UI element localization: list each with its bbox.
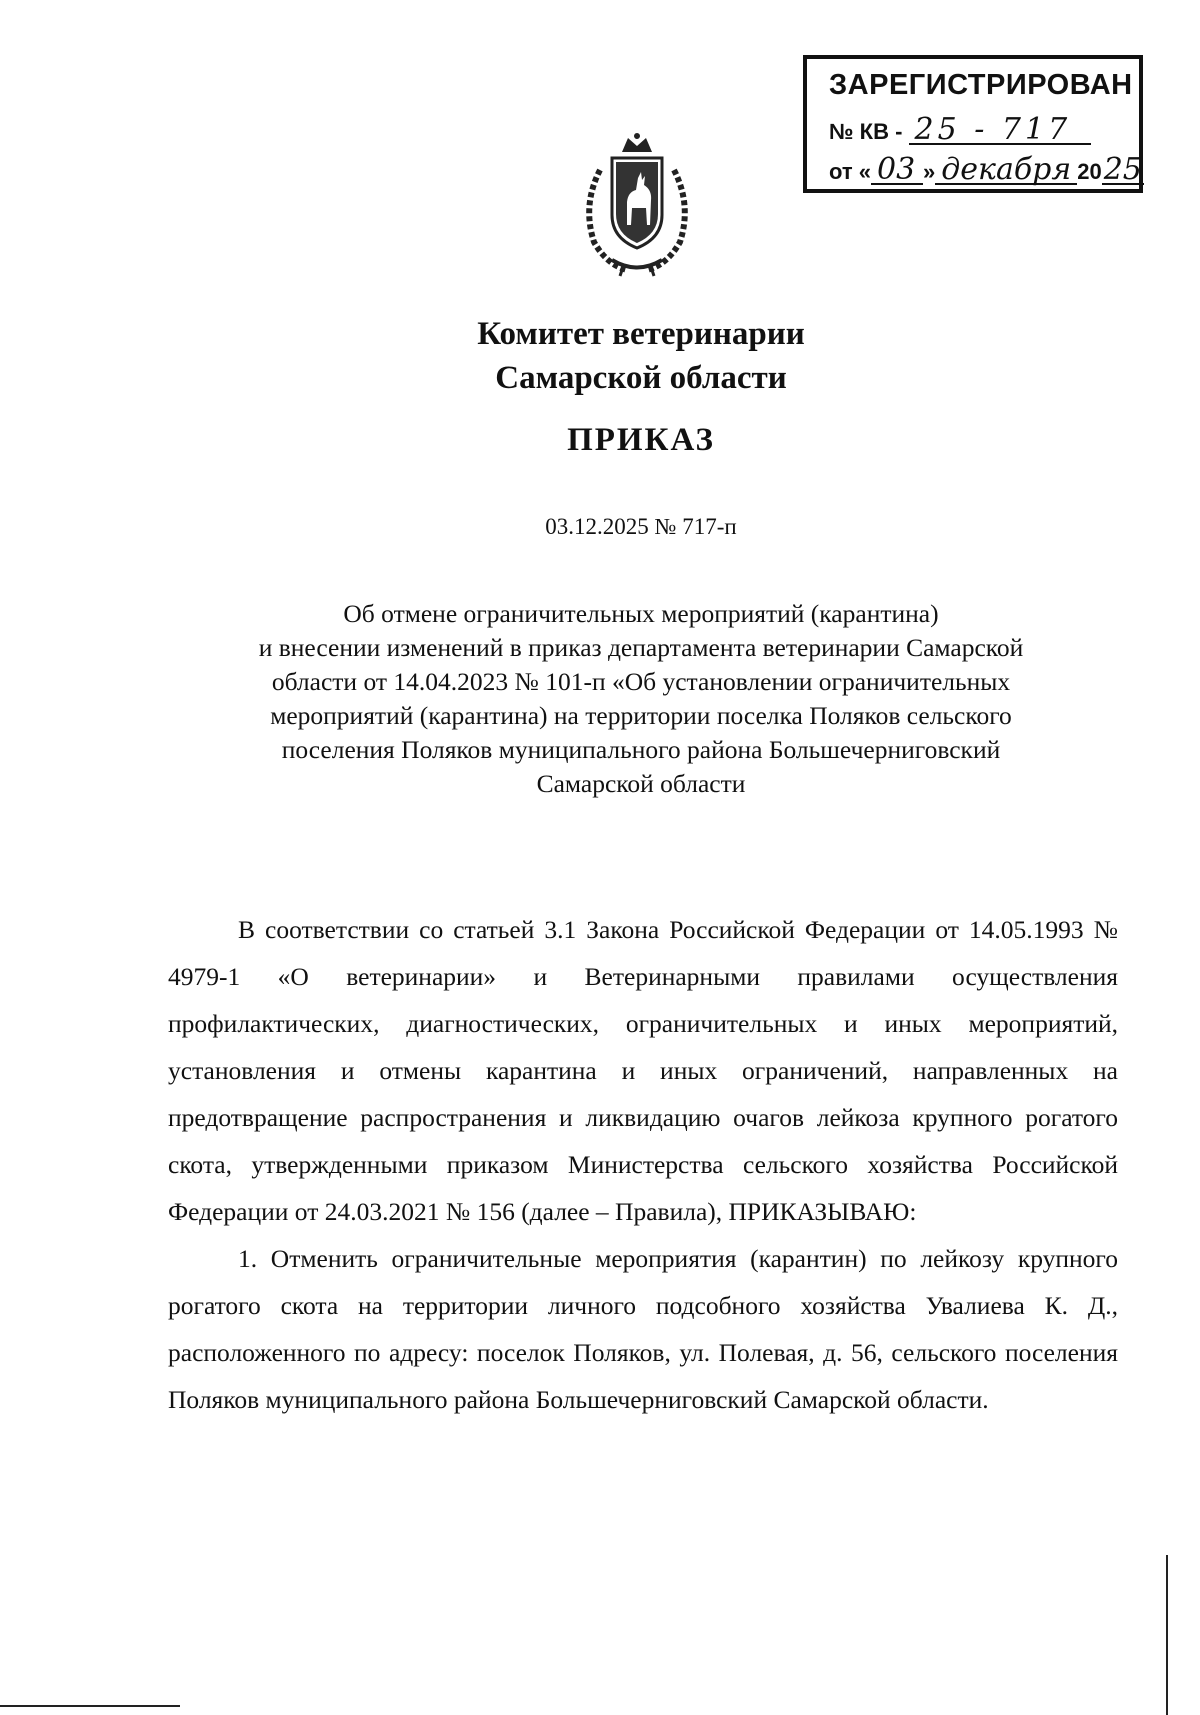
- emblem-svg: [572, 130, 702, 280]
- stamp-date-line: [829, 152, 1144, 187]
- stamp-title: ЗАРЕГИСТРИРОВАН: [829, 69, 1133, 101]
- scan-edge-line: [1166, 1555, 1168, 1715]
- document-body: [168, 906, 1118, 1423]
- document-title-line: мероприятий (карантина) на территории поселка Поляков сельского: [270, 701, 1012, 730]
- stamp-number-handwritten: 25 - 717: [909, 117, 1091, 145]
- stamp-month-handwritten: декабря: [935, 157, 1077, 185]
- preamble-paragraph: В соответствии со статьей 3.1 Закона Российской Федерации от 14.05.1993 № 4979-1 «О ветеринарии» и Ветеринарными правилами осуществления профилактических, диагностических, ограничительных и иных мероприятий, установления и отмены карантина и иных ограничений, направленных на предотвращение распространения и ликвидацию очагов лейкоза крупного рогатого скота, утвержденными приказом Министерства сельского хозяйства Российской Федерации от 24.03.2021 № 156 (далее – Правила), ПРИКАЗЫВАЮ:: [168, 915, 1118, 1226]
- document-title-line: Самарской области: [536, 769, 746, 798]
- document-title-line: и внесении изменений в приказ департамента ветеринарии Самарской: [258, 633, 1024, 662]
- order-item-1: 1. Отменить ограничительные мероприятия (карантин) по лейкозу крупного рогатого скота на территории личного подсобного хозяйства Увалиева К. Д., расположенного по адресу: поселок Поляков, ул. Полевая, д. 56, сельского поселения Поляков муниципального района Большечерниговский Самарской области.: [168, 1244, 1118, 1414]
- stamp-date-prefix: от «: [829, 159, 872, 184]
- stamp-number-prefix: № КВ -: [829, 119, 903, 144]
- document-type: ПРИКАЗ: [567, 422, 715, 458]
- document-title-line: Об отмене ограничительных мероприятий (карантина): [343, 599, 939, 628]
- document-date-number: 03.12.2025 № 717-п: [545, 514, 737, 539]
- document-title: [200, 597, 1082, 801]
- document-title-line: области от 14.04.2023 № 101-п «Об установлении ограничительных: [271, 667, 1011, 696]
- stamp-number-line: [829, 112, 1091, 147]
- stamp-day-handwritten: 03: [871, 157, 923, 185]
- samara-coat-of-arms-icon: [572, 130, 702, 280]
- organization-name-line2: Самарской области: [495, 360, 787, 396]
- registration-stamp: [803, 55, 1143, 193]
- document-title-line: поселения Поляков муниципального района Большечерниговский: [281, 735, 1001, 764]
- organization-name: [0, 312, 1200, 400]
- stamp-year-prefix: 20: [1077, 159, 1102, 184]
- stamp-year-handwritten: 25: [1103, 152, 1142, 187]
- organization-name-line1: Комитет ветеринарии: [477, 316, 805, 352]
- stamp-quote-close: »: [923, 159, 936, 184]
- scan-corner-line: [0, 1705, 180, 1707]
